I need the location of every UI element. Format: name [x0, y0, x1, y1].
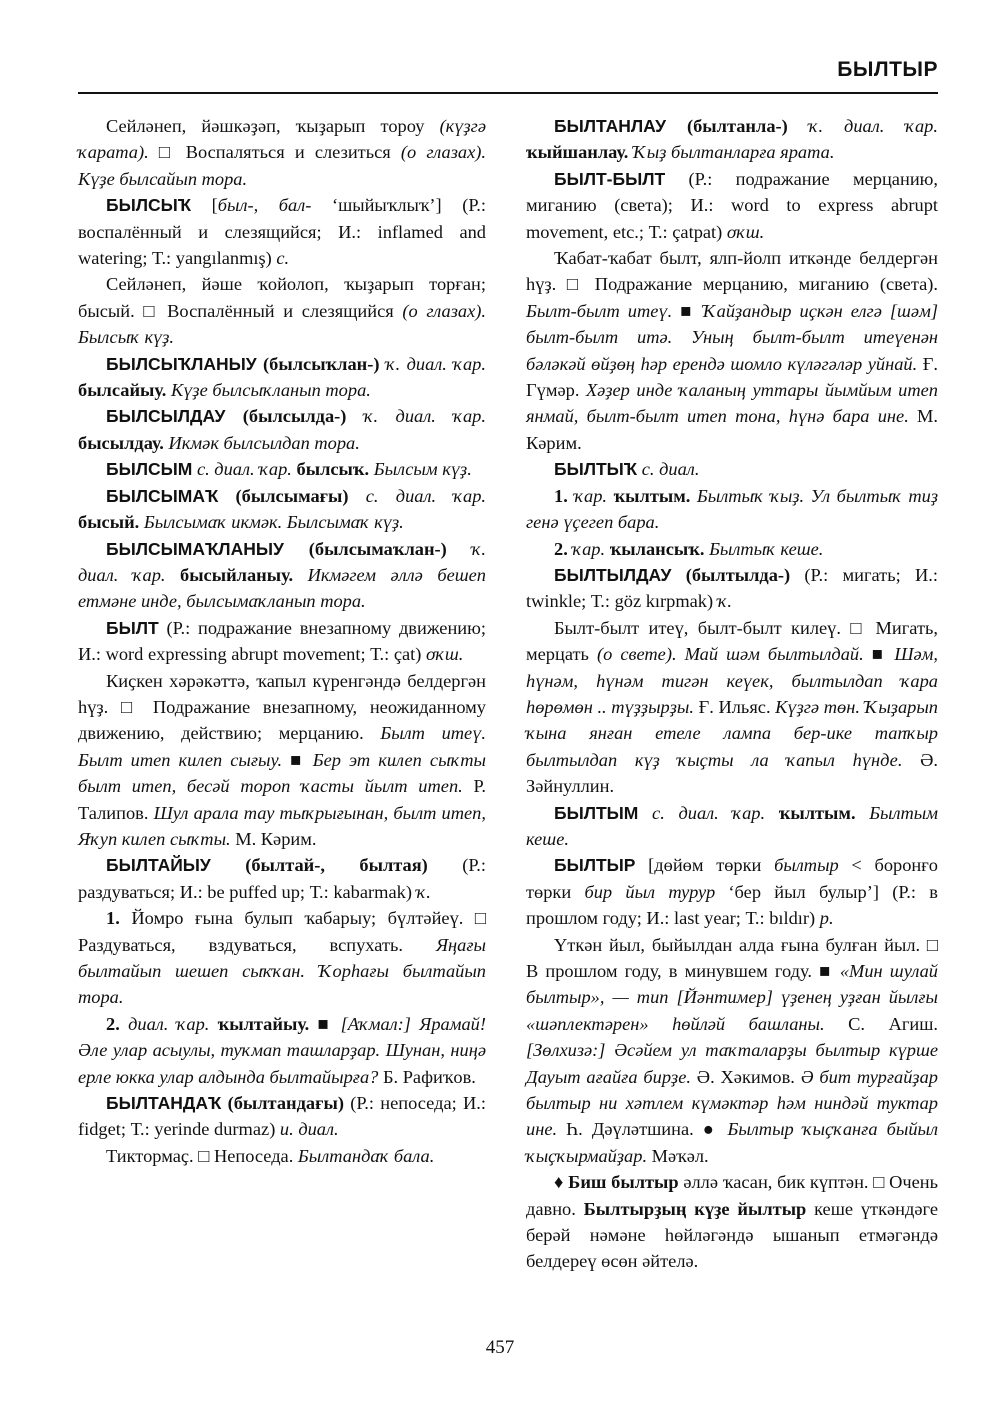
- text-run: [: [191, 195, 218, 216]
- headword: БЫЛТ: [106, 617, 159, 638]
- dictionary-paragraph: [78, 1090, 486, 1143]
- italic-text: Хәҙер инде ҡаланың уттары йымйым итеп янмай, былт-былт итеп тона, һүнә бара ине.: [526, 380, 938, 427]
- text-run: әллә ҡасан, бик күптән. □ Очень давно.: [526, 1172, 938, 1219]
- text-run: [209, 1014, 217, 1034]
- italic-text: Былтыр ҡыҫҡанға быйыл ҡыҫҡырмайҙар.: [526, 1119, 938, 1166]
- italic-text: Былтым кеше.: [526, 802, 938, 849]
- dictionary-paragraph: [526, 113, 938, 166]
- text-run: Былт-былт итеү, былт-былт килеү. □ Мигать, мерцать: [526, 617, 938, 665]
- dictionary-paragraph: [526, 166, 938, 245]
- left-column: [78, 113, 486, 1169]
- headword: БЫЛТЫЛДАУ: [554, 564, 672, 585]
- text-run: [638, 803, 652, 823]
- dictionary-paragraph: [526, 536, 938, 562]
- text-run: Ә. Хәкимов.: [690, 1066, 801, 1087]
- headword: БЫЛТЫМ: [554, 802, 639, 823]
- bold-text: (былтанла-): [666, 116, 788, 136]
- text-run: ■: [309, 1013, 341, 1034]
- italic-text: «Мин шулай былтыр», — тип [Йәнтимер] үҙенең уҙған йылғы «шәплектәрен» һөйләй башланы.: [526, 961, 938, 1034]
- dictionary-paragraph: [526, 483, 938, 536]
- bold-text: (былсылда-): [225, 406, 347, 427]
- italic-text: Күҙгә төн. Ҡыҙарып ҡына янған етеле лампа бер-ике тапҡыр былтылдап күҙ ҡыҫты ла ҡапыл һүнде.: [526, 696, 938, 770]
- dictionary-paragraph: [78, 852, 486, 905]
- dictionary-paragraph: [78, 351, 486, 404]
- italic-text: с.: [276, 248, 290, 269]
- italic-text: Былт-былт итеү.: [526, 300, 673, 321]
- text-run: Ә. Зәйнуллин.: [526, 749, 938, 797]
- headword: БЫЛСЫМАҠ: [106, 485, 219, 506]
- dictionary-paragraph: [78, 536, 486, 615]
- header-rule: [78, 92, 938, 94]
- dictionary-paragraph: [526, 852, 938, 931]
- bold-text: (былсымаҡлан-): [283, 538, 447, 559]
- italic-text: оҡш.: [426, 644, 464, 665]
- headword: БЫЛТАЙЫУ: [106, 855, 211, 876]
- headword: БЫЛСЫҠ: [106, 195, 192, 216]
- text-run: [дөйөм төрки: [635, 855, 775, 876]
- bold-text: (былтай-, былтая): [210, 855, 428, 876]
- italic-text: ҡ. диал. ҡар.: [78, 538, 486, 585]
- italic-text: ҡ. диал. ҡар.: [808, 116, 938, 136]
- italic-text: Былтыҡ ҡыҙ. Ул былтыҡ тиҙ генә үҫегеп бара.: [526, 485, 939, 533]
- text-run: Үткән йыл, быйылдан алда ғына булған йыл. □ В прошлом году, в минувшем году. ■: [526, 934, 938, 981]
- headword: БЫЛТЫҠ: [554, 459, 638, 480]
- text-run: ‘бер йыл булыр’] (Р.: в прошлом году; И.: last year; Т.: bıldır): [526, 881, 938, 929]
- italic-text: р.: [819, 908, 834, 929]
- dictionary-paragraph: [78, 615, 486, 668]
- text-run: (Р.: подражание мерцанию, миганию (света); И.: word to express abrupt movement, etc.; Т.: çatpat): [526, 168, 938, 242]
- italic-text: ҡ. диал. ҡар.: [363, 406, 486, 427]
- dictionary-paragraph: [526, 932, 938, 1170]
- italic-text: [Зөлхизә:] Әсәйем ул таҡталарҙы былтыр күрше Дауыт ағайға бирҙе.: [526, 1040, 938, 1087]
- text-run: Ҡабат-ҡабат былт, ялп-йолп иткәнде белдергән һүҙ. □ Подражание мерцанию, миганию (света).: [526, 248, 938, 295]
- italic-text: Икмәк былсылдап тора.: [168, 432, 360, 453]
- bold-text: былсыҡ.: [296, 459, 370, 480]
- italic-text: Шул арала тау тыҡрығынан, былт итеп, Яҡуп килеп сыҡты.: [78, 802, 486, 849]
- dictionary-paragraph: [526, 562, 938, 615]
- text-run: (Р.: непоседа; И.: fidget; Т.: yerinde durmaz): [78, 1093, 486, 1140]
- bold-text: (былтандағы): [221, 1093, 344, 1114]
- italic-text: с. диал. ҡар.: [652, 802, 766, 823]
- bold-text: бысылдау.: [78, 432, 164, 453]
- text-run: М. Кәрим.: [230, 828, 317, 849]
- italic-text: с. диал.: [641, 459, 700, 480]
- italic-text: Икмәгем әллә бешеп етмәне инде, былсымаҡланып тора.: [78, 564, 486, 612]
- bold-text: бысый.: [78, 512, 140, 533]
- bold-text: былсайыу.: [78, 380, 167, 401]
- bold-text: бысыйланыу.: [180, 564, 294, 585]
- text-run: (Р.: мигать; И.: twinkle; Т.: göz kırpmak): [526, 564, 938, 612]
- headword: БЫЛСЫЛДАУ: [106, 406, 226, 427]
- dictionary-paragraph: [78, 456, 486, 482]
- italic-text: ҡ.: [717, 591, 733, 612]
- italic-text: оҡш.: [726, 221, 765, 242]
- italic-text: Бер эт килеп сыҡты былт итеп, бесәй тороп ҡасты йылт итеп.: [78, 749, 486, 797]
- text-run: Йомро ғына булып ҡабарыу; бүлтәйеү. □ Раздуваться, вздуваться, вспухать.: [78, 908, 487, 955]
- italic-text: Былсым күҙ.: [373, 459, 472, 480]
- italic-text: [Аҡмал:] Ярамай! Әле улар асыулы, туҡмап ташларҙар. Шунан, ниңә ерле юкка улар алдында былтайырға?: [78, 1013, 486, 1087]
- italic-text: Ҡайҙандыр иҫкән елгә [шәм] былт-былт итә. Уның былт-былт итеүенән бәләкәй өйҙөң һәр ерендә шомло күләгәләр уйнай.: [526, 300, 938, 374]
- bold-text: (былсыҡлан-): [256, 353, 380, 374]
- italic-text: (о свете). Май шәм былтылдай.: [596, 644, 864, 665]
- bold-text: ҡыйшанлау.: [526, 142, 629, 163]
- text-run: ■: [863, 644, 895, 665]
- headword: БЫЛСЫМАҠЛАНЫУ: [106, 538, 284, 559]
- italic-text: бир йыл турур: [584, 881, 716, 902]
- text-run: С. Агиш.: [824, 1013, 938, 1034]
- headword: БЫЛТАНЛАУ: [554, 116, 666, 136]
- italic-text: диал. ҡар.: [128, 1013, 210, 1034]
- italic-text: Яңағы былтайып шешеп сыҡҡан. Ҡорһағы былтайып тора.: [78, 934, 486, 1008]
- italic-text: Былсымаҡ икмәк. Былсымаҡ күҙ.: [143, 512, 404, 533]
- dictionary-paragraph: [526, 800, 938, 853]
- text-run: [447, 539, 472, 559]
- italic-text: (күҙгә ҡарата).: [78, 116, 486, 163]
- italic-text: с. диал. ҡар.: [365, 485, 487, 506]
- text-run: [346, 406, 363, 426]
- text-run: ♦: [554, 1172, 569, 1193]
- italic-text: Былт итеү. Былт итеп килеп сығыу.: [78, 723, 486, 770]
- italic-text: Былтыҡ кеше.: [709, 538, 824, 559]
- italic-text: (о глазах). Былсыҡ күҙ.: [78, 300, 486, 348]
- dictionary-paragraph: [526, 615, 938, 800]
- text-run: М. Кәрим.: [526, 406, 938, 453]
- italic-text: Күҙе былсыҡланып тора.: [170, 380, 371, 401]
- bold-text: 2.: [554, 538, 573, 559]
- headword: БЫЛТЫР: [554, 855, 636, 876]
- text-run: [788, 116, 809, 136]
- italic-text: и. диал.: [279, 1119, 339, 1140]
- bold-text: ҡылтайыу.: [217, 1013, 310, 1034]
- text-run: Тиктормаҫ. □ Непоседа.: [106, 1145, 298, 1166]
- text-run: [765, 803, 779, 823]
- text-run: Ғ. Ильяс.: [694, 696, 776, 717]
- italic-text: былтыр: [774, 855, 839, 876]
- dictionary-paragraph: [78, 1143, 486, 1169]
- text-run: Р. Талипов.: [78, 776, 487, 823]
- headword: БЫЛТ-БЫЛТ: [554, 168, 666, 189]
- dictionary-paragraph: [78, 905, 486, 1011]
- text-run: Киҫкен хәрәкәттә, ҡапыл күренгәндә белдергән һүҙ. □ Подражание внезапному, неожиданному движению, действию; мерцанию.: [78, 670, 486, 744]
- bold-text: Биш былтыр: [568, 1172, 679, 1193]
- text-run: [166, 565, 181, 585]
- text-run: ‘шыйыҡлыҡ’] (Р.: воспалённый и слезящийся; И.: inflamed and watering; Т.: yangılanmış): [78, 195, 486, 269]
- italic-text: Шәм, һүнәм, һүнәм тигән кеүек, былтылдап ҡара һөрөмөн .. түҙҙырҙы.: [526, 644, 938, 717]
- dictionary-paragraph: [78, 192, 486, 271]
- bold-text: ҡылансыҡ.: [609, 538, 705, 559]
- text-run: Һ. Дәүләтшина. ●: [557, 1119, 728, 1140]
- page-number: 457: [485, 1337, 515, 1358]
- italic-text: ҡ. диал. ҡар.: [385, 353, 486, 374]
- italic-text: Ә бит турғайҙар былтыр ни хәтлем күмәктәр һәм ниндәй туктар ине.: [526, 1066, 938, 1140]
- running-head: БЫЛТЫР: [837, 58, 938, 81]
- bold-text: 1.: [106, 908, 132, 929]
- dictionary-paragraph: [78, 403, 486, 456]
- italic-text: ҡар.: [574, 485, 608, 506]
- bold-text: Былтырҙың күҙе йылтыр: [583, 1198, 807, 1219]
- text-run: Сейләнеп, йәше ҡойолоп, ҡыҙарып торған; бысый. □ Воспалённый и слезящийся: [78, 274, 486, 321]
- text-run: Сейләнеп, йәшкәҙәп, ҡыҙарып тороу: [106, 116, 440, 136]
- bold-text: ҡылтым.: [613, 485, 691, 506]
- headword: БЫЛСЫМ: [106, 459, 193, 480]
- text-run: [349, 486, 366, 506]
- dictionary-paragraph: [78, 668, 486, 853]
- text-run: □ Воспаляться и слезиться: [148, 142, 401, 163]
- italic-text: был-, бал-: [217, 195, 312, 216]
- text-run: (Р.: раздуваться; И.: be puffed up; Т.: kabarmak): [78, 855, 486, 902]
- text-run: ■: [282, 749, 313, 770]
- dictionary-paragraph: [526, 245, 938, 456]
- headword: БЫЛСЫҠЛАНЫУ: [106, 353, 257, 374]
- right-column: [526, 113, 938, 1275]
- text-run: Ғ. Гүмәр.: [526, 353, 938, 401]
- text-run: Б. Рафиҡов.: [378, 1066, 476, 1087]
- text-run: Мәҡәл.: [647, 1145, 709, 1166]
- text-run: [856, 803, 870, 823]
- text-run: ■: [672, 300, 703, 321]
- italic-text: Былтандаҡ бала.: [297, 1145, 435, 1166]
- italic-text: ҡ.: [416, 881, 431, 902]
- bold-text: (былтылда-): [671, 564, 791, 585]
- italic-text: Ҡыҙ былтанларға ярата.: [633, 142, 835, 163]
- italic-text: ҡар.: [572, 538, 606, 559]
- italic-text: с. диал. ҡар.: [196, 459, 292, 480]
- dictionary-paragraph: [78, 271, 486, 350]
- dictionary-paragraph: [526, 1169, 938, 1275]
- text-run: [293, 565, 308, 585]
- bold-text: (былсымағы): [218, 485, 349, 506]
- dictionary-paragraph: [78, 113, 486, 192]
- italic-text: (о глазах). Күҙе былсайып тора.: [78, 142, 487, 189]
- text-run: < боронғо төрки: [526, 855, 938, 902]
- bold-text: ҡылтым.: [778, 802, 856, 823]
- dictionary-paragraph: [526, 456, 938, 482]
- dictionary-paragraph: [78, 1011, 486, 1090]
- bold-text: 1.: [554, 485, 575, 506]
- headword: БЫЛТАНДАҠ: [106, 1093, 222, 1114]
- dictionary-paragraph: [78, 483, 486, 536]
- text-run: (Р.: подражание внезапному движению; И.: word expressing abrupt movement; Т.: çat): [78, 617, 486, 665]
- text-run: кеше үткәндәге берәй нәмәне һөйләгәндә ышанып етмәгәндә белдереү өсөн әйтелә.: [526, 1198, 938, 1272]
- bold-text: 2.: [106, 1013, 129, 1034]
